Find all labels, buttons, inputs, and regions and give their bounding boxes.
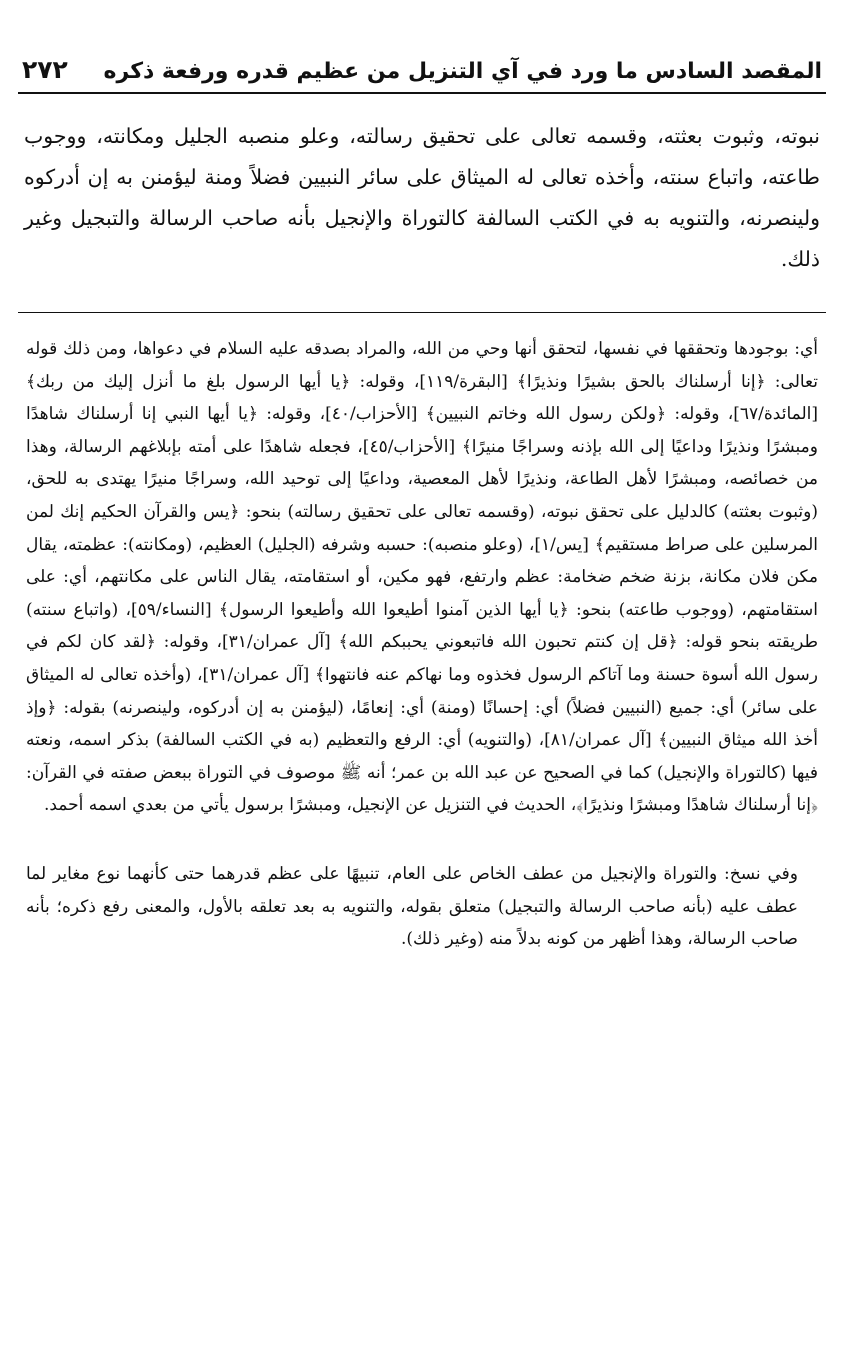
book-page [18, 50, 826, 956]
commentary-text: أي: بوجودها وتحققها في نفسها، لتحقق أنها وحي من الله، والمراد بصدقه عليه السلام في دعواها، ومن ذلك قوله تعالى: ﴿إنا أرسلناك بالحق بشيرًا ونذيرًا﴾ [البقرة/١١٩]، وقوله: ﴿يا أيها الرسول بلغ ما أنزل إليك من ربك﴾ [المائدة/٦٧]، وقوله: ﴿ولكن رسول الله وخاتم النبيين﴾ [الأحزاب/٤٠]، وقوله: ﴿يا أيها النبي إنا أرسلناك شاهدًا ومبشرًا ونذيرًا وداعيًا إلى الله بإذنه وسراجًا منيرًا﴾ [الأحزاب/٤٥]، فجعله شاهدًا على أمته بإبلاغهم الرسالة، وهذا من خصائصه، ومبشرًا لأهل الطاعة، ونذيرًا لأهل المعصية، وداعيًا إلى توحيد الله، وسراجًا منيرًا يهتدى به للحق، (وثبوت بعثته) كالدليل على تحقق نبوته، (وقسمه تعالى على تحقيق رسالته) بنحو: ﴿يس والقرآن الحكيم إنك لمن المرسلين على صراط مستقيم﴾ [يس/١]، (وعلو منصبه): حسبه وشرفه (الجليل) العظيم، (ومكانته): عظمته، يقال مكن فلان مكانة، بزنة ضخم ضخامة: عظم وارتفع، فهو مكين، أو استقامته، يقال الناس على مكانتهم، أي: على استقامتهم، (ووجوب طاعته) بنحو: ﴿يا أيها الذين آمنوا أطيعوا الله وأطيعوا الرسول﴾ [النساء/٥٩]، (واتباع سنته) طريقته بنحو قوله: ﴿قل إن كنتم تحبون الله فاتبعوني يحببكم الله﴾ [آل عمران/٣١]، وقوله: ﴿لقد كان لكم في رسول الله أسوة حسنة وما آتاكم الرسول فخذوه وما نهاكم عنه فانتهوا﴾ [آل عمران/٣١]، (وأخذه تعالى له الميثاق على سائر) أي: جميع (النبيين فضلاً) أي: إحسانًا (ومنة) أي: إنعامًا، (ليؤمنن به إن أدركوه، ولينصرنه) بقوله: ﴿وإذ أخذ الله ميثاق النبيين﴾ [آل عمران/٨١]، (والتنويه) أي: الرفع والتعظيم (به في الكتب السالفة) بذكر اسمه، ونعته فيها (كالتوراة والإنجيل) كما في الصحيح عن عبد الله بن عمر؛ أنه ﷺ موصوف في التوراة ببعض صفته في القرآن: ﴿إنا أرسلناك شاهدًا ومبشرًا ونذيرًا﴾، الحديث في التنزيل عن الإنجيل، ومبشرًا برسول يأتي من بعدي اسمه أحمد. [26, 339, 819, 816]
footnote-separator [18, 312, 826, 313]
commentary-note: وفي نسخ: والتوراة والإنجيل من عطف الخاص على العام، تنبيهًا على عظم قدرهما حتى كأنهما نوع مغاير لما عطف عليه (بأنه صاحب الرسالة والتبجيل) متعلق بقوله، والتنويه به بعد تعلقه بالأول، والمعنى رفع ذكره؛ بأنه صاحب الرسالة، وهذا أظهر من كونه بدلاً منه (وغير ذلك). [26, 863, 798, 950]
running-title: المقصد السادس ما ورد في آي التنزيل من عظيم قدره ورفعة ذكره [103, 59, 822, 84]
page-number: ٢٧٢ [22, 55, 68, 84]
main-text: نبوته، وثبوت بعثته، وقسمه تعالى على تحقيق رسالته، وعلو منصبه الجليل ومكانته، ووجوب طاعته، واتباع سنته، وأخذه تعالى له الميثاق على سائر النبيين فضلاً ومنة ليؤمنن به إن أدركوه ولينصرنه، والتنويه به في الكتب السالفة كالتوراة والإنجيل بأنه صاحب الرسالة والتبجيل وغير ذلك. [24, 124, 820, 271]
page-header [18, 50, 826, 94]
